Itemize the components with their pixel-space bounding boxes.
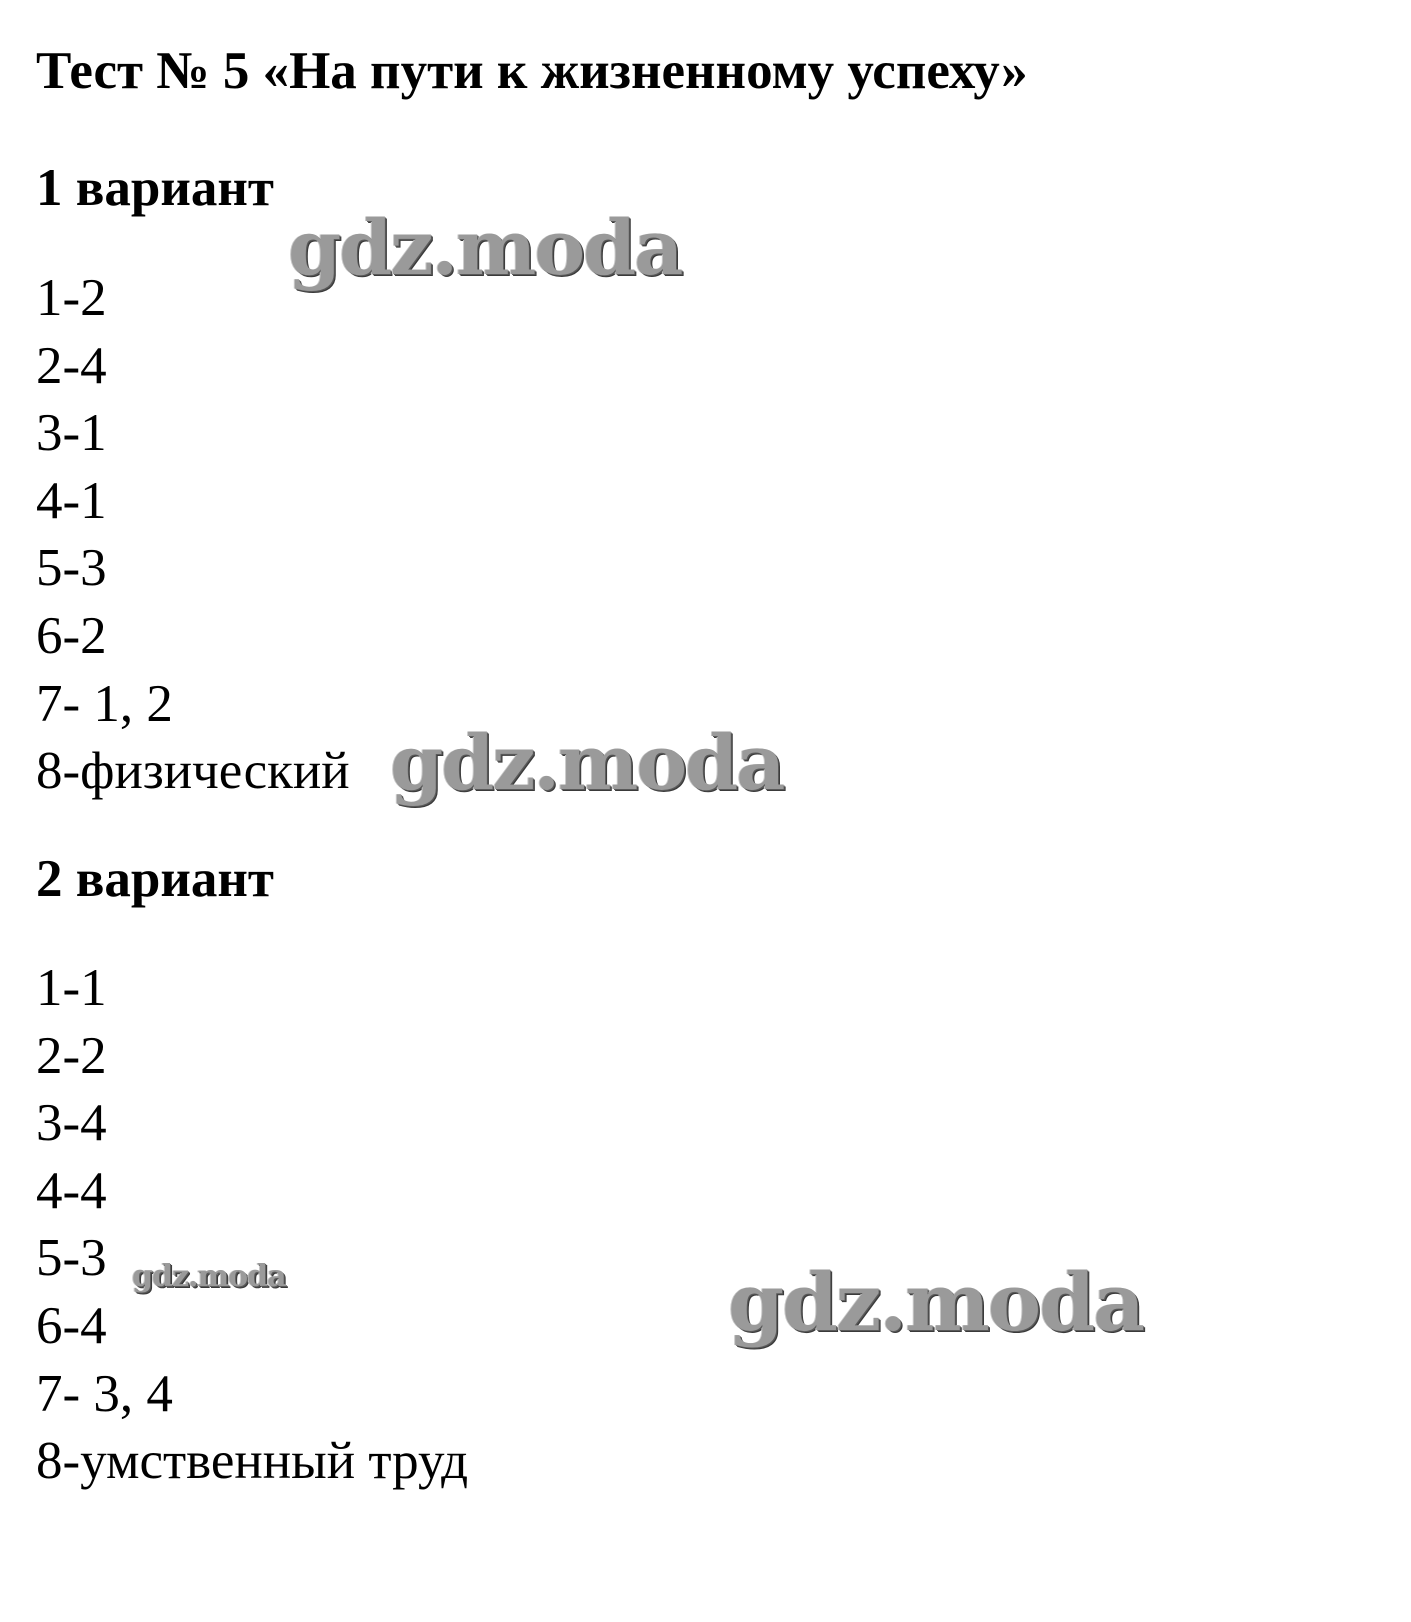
answer-item: 6-4	[36, 1296, 107, 1355]
answer-item: 2-4	[36, 336, 107, 395]
watermark: gdz.moda	[132, 1259, 286, 1294]
answer-item: 7- 3, 4	[36, 1364, 173, 1423]
page-title: Тест № 5 «На пути к жизненному успеху»	[36, 42, 1028, 100]
answer-item: 8-умственный труд	[36, 1432, 469, 1491]
variant-2-answers	[36, 955, 468, 1496]
variant-2-heading: 2 вариант	[36, 850, 274, 908]
answer-item: 7- 1, 2	[36, 674, 173, 733]
answer-item: 5-3	[36, 1229, 107, 1288]
answer-item: 1-1	[36, 959, 107, 1017]
watermark: gdz.moda	[390, 718, 784, 807]
variant-1-heading: 1 вариант	[36, 159, 274, 217]
variant-1-answers	[36, 265, 350, 806]
answer-item: 3-1	[36, 404, 107, 463]
answer-item: 8-физический	[36, 742, 350, 801]
answer-item: 3-4	[36, 1094, 107, 1153]
watermark: gdz.moda	[288, 203, 682, 292]
answer-item: 6-2	[36, 606, 107, 665]
answer-item: 1-2	[36, 269, 107, 327]
answer-item: 5-3	[36, 539, 107, 598]
answer-item: 4-4	[36, 1161, 107, 1220]
answer-item: 4-1	[36, 471, 107, 530]
answer-item: 2-2	[36, 1026, 107, 1085]
watermark: gdz.moda	[728, 1255, 1143, 1349]
